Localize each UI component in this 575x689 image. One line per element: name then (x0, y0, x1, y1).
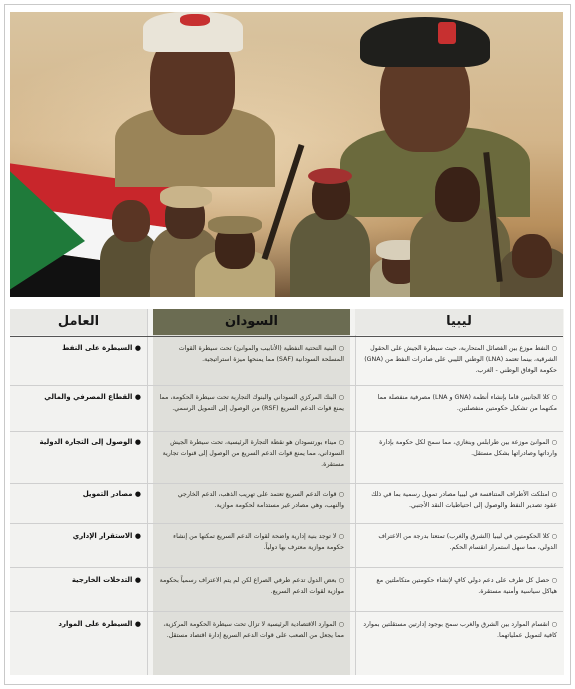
fighters-group (90, 172, 563, 297)
header-sudan: السودان (153, 309, 350, 335)
row-6-factor: ● التدخلات الخارجية (71, 576, 141, 584)
row-2-libya: ○ كلا الجانبين قاما بإنشاء أنظمة (GNA و LNA) مصرفية منفصلة مما مكنهما من تشكيل حكومتين منفصلتين. (377, 394, 557, 412)
row-6-sudan: ○ بعض الدول تدعم طرفي الصراع لكن لم يتم الاعتراف رسمياً بحكومة موازية لقوات الدعم السريع. (159, 577, 344, 595)
row-7-factor: ● السيطرة على الموارد (58, 620, 141, 628)
header-factor: العامل (10, 309, 147, 335)
row-2-factor: ● القطاع المصرفي والمالي (44, 393, 141, 401)
row-divider (10, 483, 563, 484)
row-4-libya: ○ امتلكت الأطراف المتنافسة في ليبيا مصادر تمويل رسمية بما في ذلك عقود تصدير النفط والوصول إلى احتياطيات النقد الأجنبي. (371, 491, 557, 509)
row-divider (10, 523, 563, 524)
row-3-factor: ● الوصول إلى التجارة الدولية (39, 438, 141, 446)
row-4-factor: ● مصادر التمويل (82, 490, 141, 498)
row-1-sudan: ○ البنية التحتية النفطية (الأنابيب والموانئ) تحت سيطرة القوات المسلحة السودانية (SAF) مما يمنحها ميزة استراتيجية. (178, 345, 344, 363)
comparison-table (10, 309, 563, 675)
row-divider (10, 431, 563, 432)
row-7-libya: ○ انقسام الموارد بين الشرق والغرب سمح بوجود إدارتين مستقلتين بموارد كافية لتمويل عملياتهما. (363, 621, 557, 639)
row-2-sudan: ○ البنك المركزي السوداني والبنوك التجارية تحت سيطرة الحكومة، مما يمنع قوات الدعم السريع (RSF) من الوصول إلى التمويل الرسمي. (159, 394, 344, 412)
header-divider (10, 336, 563, 337)
row-1-factor: ● السيطرة على النفط (62, 344, 141, 352)
left-general-figure (105, 12, 285, 182)
row-1-libya: ○ النفط موزع بين الفصائل المتحاربة، حيث سيطرة الجيش على الحقول الشرقية، بينما تعتمد (LNA) الوطني الليبي على صادرات النفط من (GNA) حكومة الوفاق الوطني - الغرب. (364, 345, 557, 374)
row-5-libya: ○ كلا الحكومتين في ليبيا (الشرق والغرب) تمتعتا بدرجة من الاعتراف الدولي، مما سهل استمرار انقسام الحكم. (378, 533, 557, 551)
row-4-sudan: ○ قوات الدعم السريع تعتمد على تهريب الذهب، الدعم الخارجي والنهب، وهي مصادر غير مستدامة لحكومة موازية. (177, 491, 344, 509)
row-3-sudan: ○ ميناء بورتسودان هو نقطة التجارة الرئيسية، تحت سيطرة الجيش السوداني، مما يمنع قوات الدعم السريع من الوصول إلى قنوات تجارية مستقرة. (162, 439, 344, 468)
row-5-sudan: ○ لا توجد بنية إدارية واضحة لقوات الدعم السريع تمكنها من إنشاء حكومة موازية معترف بها دولياً. (173, 533, 344, 551)
row-divider (10, 385, 563, 386)
row-divider (10, 567, 563, 568)
row-divider (10, 611, 563, 612)
row-7-sudan: ○ الموارد الاقتصادية الرئيسية لا تزال تحت سيطرة الحكومة المركزية، مما يجعل من الصعب على قوات الدعم السريع إدارة اقتصاد مستقل. (163, 621, 344, 639)
row-5-factor: ● الاستقرار الإداري (72, 532, 141, 540)
header-libya: ليبيا (355, 309, 563, 335)
row-3-libya: ○ الموانئ موزعة بين طرابلس وبنغازي، مما سمح لكل حكومة بإدارة وارداتها وصادراتها بشكل مستقل. (379, 439, 557, 457)
row-6-libya: ○ حصل كل طرف على دعم دولي كافٍ لإنشاء حكومتين متكاملتين مع هياكل سياسية وأمنية مستقرة. (376, 577, 557, 595)
hero-image (10, 12, 563, 297)
